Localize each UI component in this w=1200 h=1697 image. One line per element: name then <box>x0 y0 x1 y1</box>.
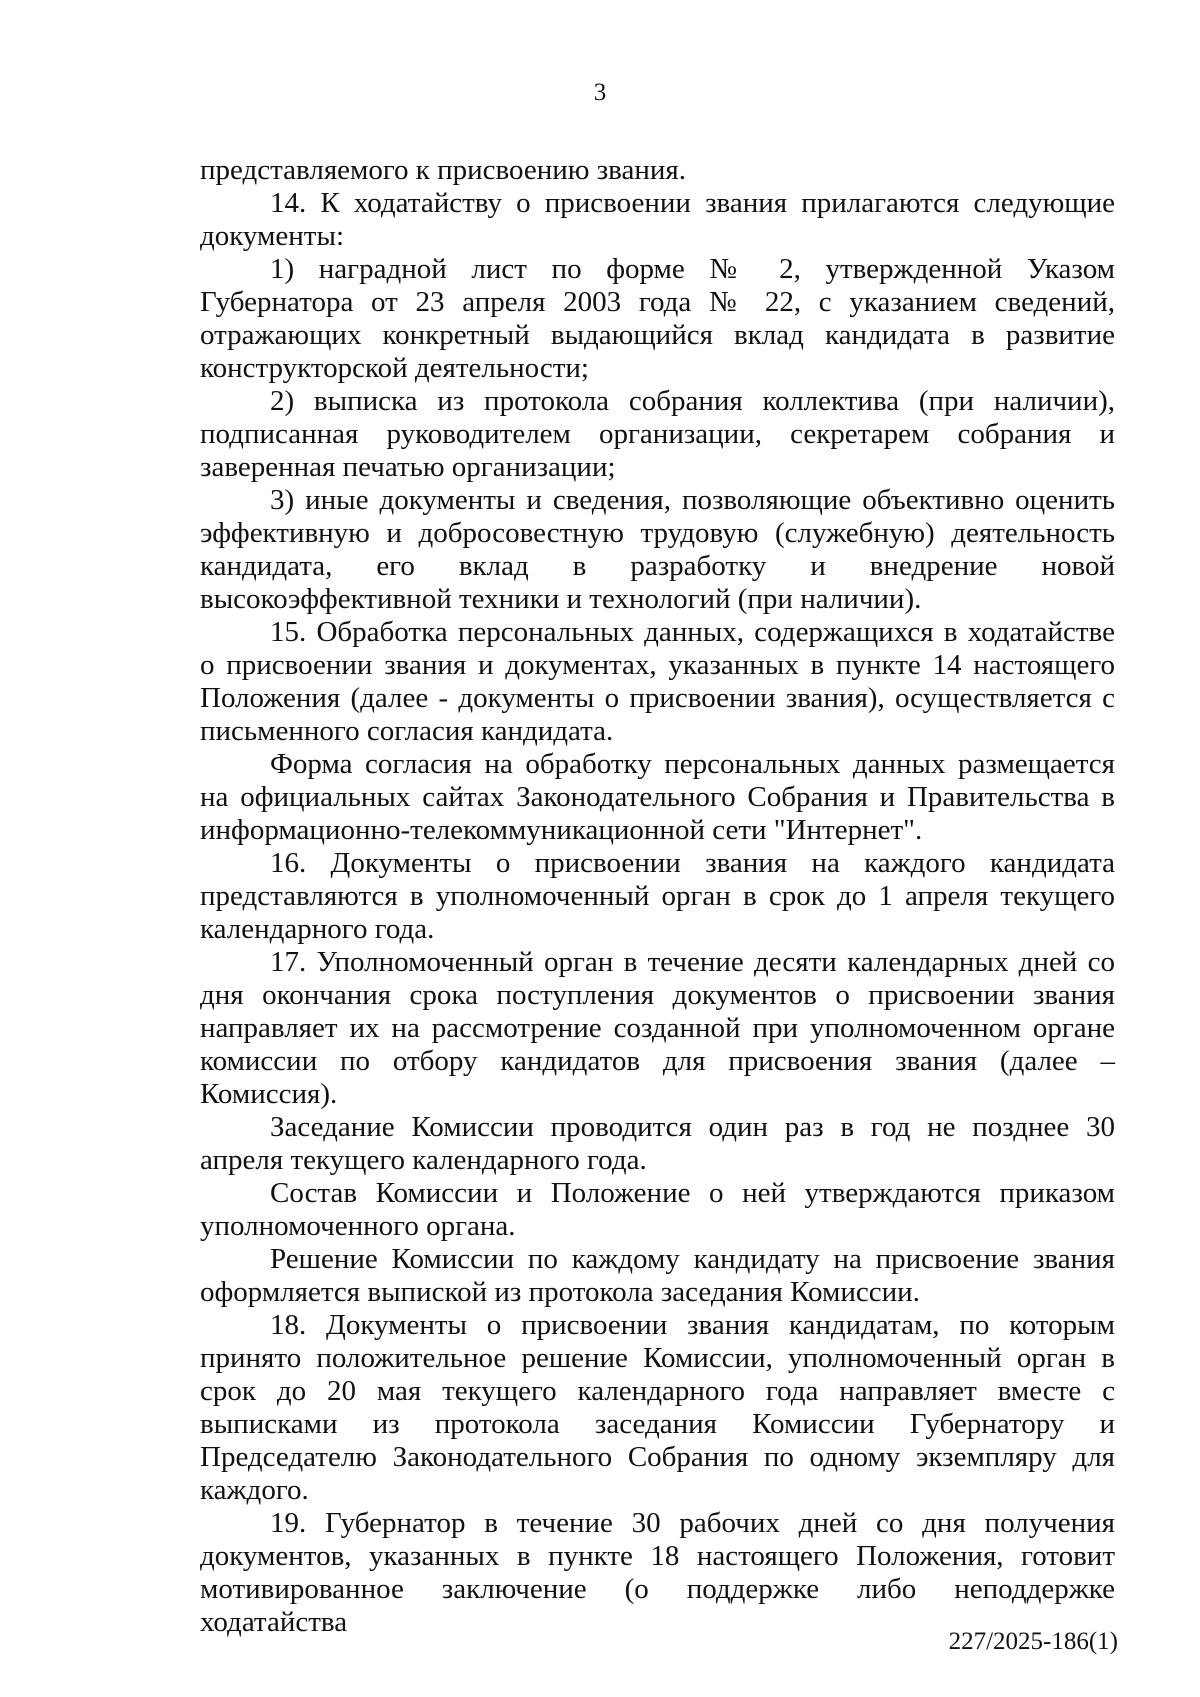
paragraph-item-16: 16. Документы о присвоении звания на каждого кандидата представляются в уполномоченный орган в срок до 1 апреля текущего календарного года. <box>200 847 1115 945</box>
paragraph-subitem-1: 1) наградной лист по форме № 2, утвержденной Указом Губернатора от 23 апреля 2003 года № 22, с указанием сведений, отражающих конкретный выдающийся вклад кандидата в развитие конструкторской деятельности; <box>200 253 1115 384</box>
paragraph-item-18: 18. Документы о присвоении звания кандидатам, по которым принято положительное решение Комиссии, уполномоченный орган в срок до 20 мая текущего календарного года направляет вместе с выписками из протокола заседания Комиссии Губернатору и Председателю Законодательного Собрания по одному экземпляру для каждого. <box>200 1309 1115 1506</box>
paragraph-item-19: 19. Губернатор в течение 30 рабочих дней со дня получения документов, указанных в пункте 18 настоящего Положения, готовит мотивированное заключение (о поддержке либо неподдержке ходатайства <box>200 1507 1115 1638</box>
document-code: 227/2025-186(1) <box>948 1628 1118 1655</box>
paragraph-subitem-2: 2) выписка из протокола собрания коллектива (при наличии), подписанная руководителем организации, секретарем собрания и заверенная печатью организации; <box>200 385 1115 483</box>
document-body <box>200 154 1115 1639</box>
paragraph-continuation: представляемого к присвоению звания. <box>200 154 686 186</box>
paragraph-commission-composition: Состав Комиссии и Положение о ней утверждаются приказом уполномоченного органа. <box>200 1177 1115 1242</box>
paragraph-commission-decision: Решение Комиссии по каждому кандидату на присвоение звания оформляется выпиской из протокола заседания Комиссии. <box>200 1243 1115 1308</box>
paragraph-subitem-3: 3) иные документы и сведения, позволяющие объективно оценить эффективную и добросовестную трудовую (служебную) деятельность кандидата, его вклад в разработку и внедрение новой высокоэффективной техники и технологий (при наличии). <box>200 484 1115 615</box>
paragraph-item-17: 17. Уполномоченный орган в течение десяти календарных дней со дня окончания срока поступления документов о присвоении звания направляет их на рассмотрение созданной при уполномоченном органе комиссии по отбору кандидатов для присвоения звания (далее – Комиссия). <box>200 946 1115 1110</box>
paragraph-item-14: 14. К ходатайству о присвоении звания прилагаются следующие документы: <box>200 187 1115 252</box>
paragraph-commission-meeting: Заседание Комиссии проводится один раз в год не позднее 30 апреля текущего календарного года. <box>200 1111 1115 1176</box>
page-number: 3 <box>593 79 607 106</box>
paragraph-item-15: 15. Обработка персональных данных, содержащихся в ходатайстве о присвоении звания и документах, указанных в пункте 14 настоящего Положения (далее - документы о присвоении звания), осуществляется с письменного согласия кандидата. <box>200 616 1115 747</box>
paragraph-consent-form: Форма согласия на обработку персональных данных размещается на официальных сайтах Законодательного Собрания и Правительства в информационно-телекоммуникационной сети "Интернет". <box>200 748 1115 846</box>
